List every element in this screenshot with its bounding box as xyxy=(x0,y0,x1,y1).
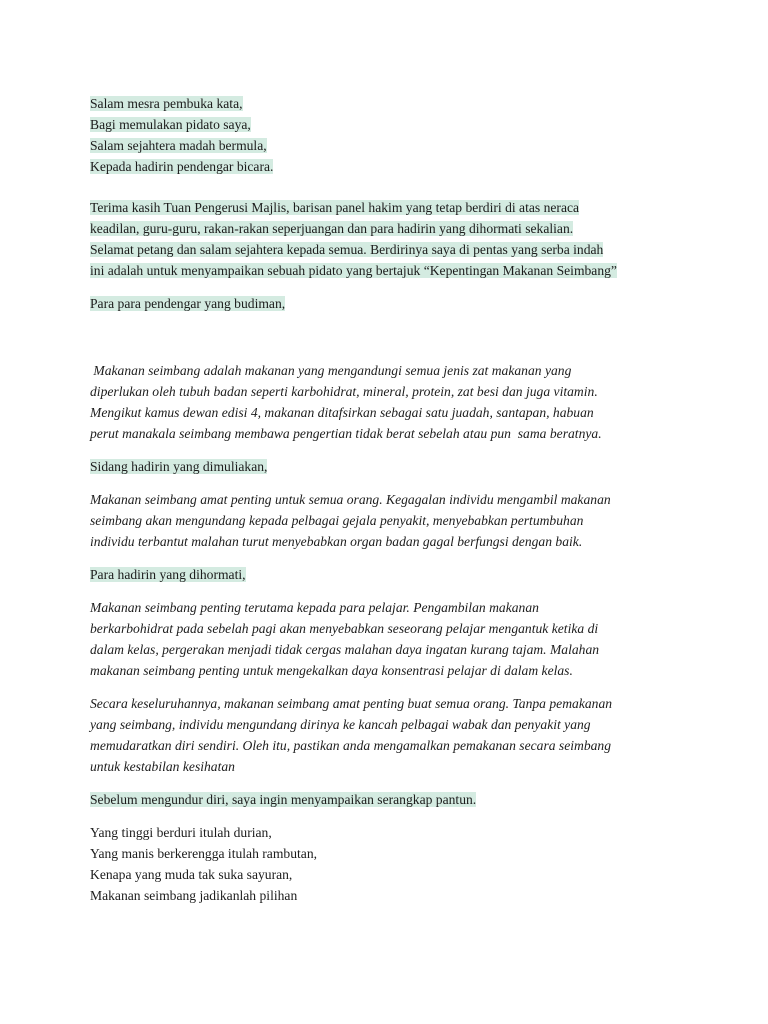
paragraph-line: berkarbohidrat pada sebelah pagi akan menyebabkan seseorang pelajar mengantuk ketika di xyxy=(90,621,599,636)
paragraph-definition xyxy=(90,360,690,444)
paragraph-line: dalam kelas, pergerakan menjadi tidak cergas malahan daya ingatan kurang tajam. Malahan xyxy=(90,642,600,657)
paragraph-conclusion xyxy=(90,693,690,777)
intro-paragraph xyxy=(90,197,690,281)
poem-line: Salam sejahtera madah bermula, xyxy=(90,138,267,153)
paragraph-line: Terima kasih Tuan Pengerusi Majlis, barisan panel hakim yang tetap berdiri di atas neraca xyxy=(90,200,580,215)
paragraph-students xyxy=(90,597,690,681)
paragraph-line: Makanan seimbang amat penting untuk semua orang. Kegagalan individu mengambil makanan xyxy=(90,492,611,507)
closing-intro-line: Sebelum mengundur diri, saya ingin menyampaikan serangkap pantun. xyxy=(90,792,477,807)
poem-line: Kepada hadirin pendengar bicara. xyxy=(90,159,274,174)
paragraph-line: seimbang akan mengundang kepada pelbagai gejala penyakit, menyebabkan pertumbuhan xyxy=(90,513,584,528)
document-page xyxy=(90,93,690,906)
poem-line: Bagi memulakan pidato saya, xyxy=(90,117,251,132)
poem-line: Kenapa yang muda tak suka sayuran, xyxy=(90,867,293,882)
paragraph-line: Secara keseluruhannya, makanan seimbang amat penting buat semua orang. Tanpa pemakanan xyxy=(90,696,613,711)
address-line: Para hadirin yang dihormati, xyxy=(90,567,246,582)
paragraph-line: keadilan, guru-guru, rakan-rakan seperjuangan dan para hadirin yang dihormati sekalian. xyxy=(90,221,574,236)
paragraph-line: Makanan seimbang penting terutama kepada para pelajar. Pengambilan makanan xyxy=(90,600,539,615)
address-line: Sidang hadirin yang dimuliakan, xyxy=(90,459,268,474)
address-line: Para para pendengar yang budiman, xyxy=(90,296,286,311)
paragraph-line: perut manakala seimbang membawa pengertian tidak berat sebelah atau pun sama beratnya. xyxy=(90,426,602,441)
paragraph-line: Makanan seimbang adalah makanan yang mengandungi semua jenis zat makanan yang xyxy=(90,363,572,378)
poem-line: Yang manis berkerengga itulah rambutan, xyxy=(90,846,318,861)
paragraph-line: diperlukan oleh tubuh badan seperti karbohidrat, mineral, protein, zat besi dan juga vitamin. xyxy=(90,384,598,399)
paragraph-line: Selamat petang dan salam sejahtera kepada semua. Berdirinya saya di pentas yang serba indah xyxy=(90,242,604,257)
poem-line: Salam mesra pembuka kata, xyxy=(90,96,243,111)
closing-poem xyxy=(90,822,690,906)
paragraph-line: untuk kestabilan kesihatan xyxy=(90,759,235,774)
paragraph-importance xyxy=(90,489,690,552)
opening-poem xyxy=(90,93,690,177)
paragraph-line: Mengikut kamus dewan edisi 4, makanan ditafsirkan sebagai satu juadah, santapan, habuan xyxy=(90,405,594,420)
paragraph-line: individu terbantut malahan turut menyebabkan organ badan gagal berfungsi dengan baik. xyxy=(90,534,583,549)
poem-line: Makanan seimbang jadikanlah pilihan xyxy=(90,888,298,903)
paragraph-line: memudaratkan diri sendiri. Oleh itu, pastikan anda mengamalkan pemakanan secara seimbang xyxy=(90,738,612,753)
paragraph-line: yang seimbang, individu mengundang dirinya ke kancah pelbagai wabak dan penyakit yang xyxy=(90,717,591,732)
poem-line: Yang tinggi berduri itulah durian, xyxy=(90,825,272,840)
paragraph-line: makanan seimbang penting untuk mengekalkan daya konsentrasi pelajar di dalam kelas. xyxy=(90,663,573,678)
paragraph-line: ini adalah untuk menyampaikan sebuah pidato yang bertajuk “Kepentingan Makanan Seimbang” xyxy=(90,263,617,278)
